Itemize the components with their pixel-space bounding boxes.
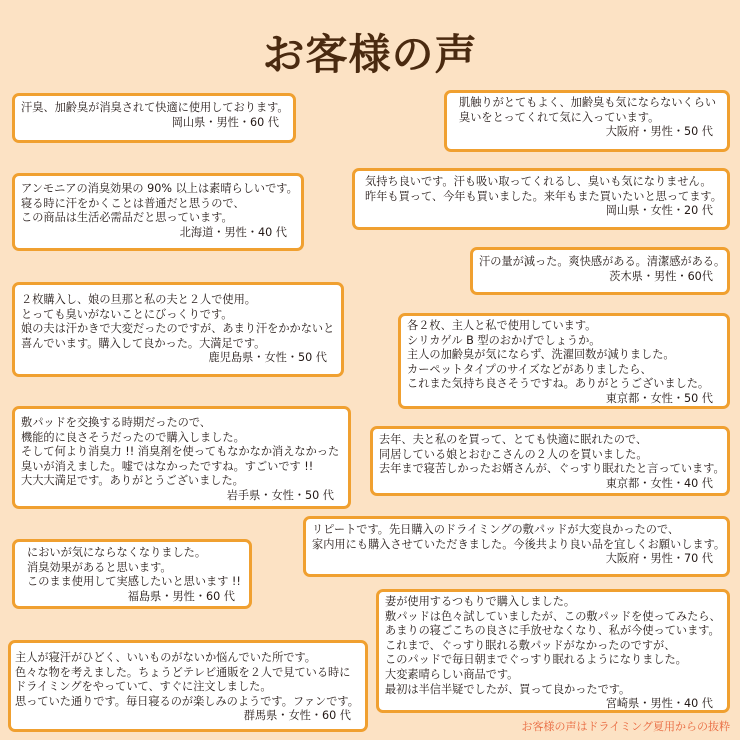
testimonial-text: 大変素晴らしい商品です。	[385, 667, 519, 681]
testimonial-text: 臭いをとってくれて気に入っています。	[459, 110, 660, 124]
testimonial-card	[398, 313, 730, 409]
testimonial-card	[370, 426, 730, 496]
page-title: お客様の声	[262, 30, 478, 79]
testimonial-text: この商品は生活必需品だと思っています。	[21, 211, 233, 225]
testimonial-signature: 福島県・男性・60 代	[127, 589, 235, 603]
testimonial-text: そして何より消臭力 !! 消臭剤を使ってもなかなか消えなかった	[21, 445, 340, 459]
testimonial-text: ２枚購入し、娘の旦那と私の夫と２人で使用。	[21, 293, 256, 306]
testimonial-text: あまりの寝ごこちの良さに手放せなくなり、私が今使っています。	[385, 624, 720, 638]
testimonial-card	[376, 589, 730, 713]
testimonial-text: 寝る時に汗をかくことは普通だと思うので、	[21, 196, 245, 210]
testimonial-signature: 北海道・男性・40 代	[179, 225, 287, 239]
testimonial-text: カーペットタイプのサイズなどがありましたら、	[407, 362, 652, 376]
testimonial-signature: 鹿児島県・女性・50 代	[208, 351, 327, 365]
testimonial-card	[12, 406, 351, 509]
testimonial-signature: 東京都・女性・50 代	[605, 391, 713, 405]
testimonial-text: とっても臭いがないことにびっくりです。	[21, 307, 233, 321]
testimonial-text: 最初は半信半疑でしたが、買って良かったです。	[385, 682, 631, 696]
testimonial-text: アンモニアの消臭効果の 90% 以上は素晴らしいです。	[21, 182, 298, 195]
testimonial-text: 敷パッドを交換する時期だったので、	[21, 416, 211, 429]
testimonial-card	[444, 90, 730, 152]
testimonial-text: 大大大満足です。ありがとうございました。	[21, 474, 244, 488]
testimonial-text: においが気にならなくなりました。	[27, 546, 207, 559]
testimonial-signature: 宮崎県・男性・40 代	[605, 697, 713, 711]
testimonial-signature: 群馬県・女性・60 代	[243, 709, 351, 723]
footnote: お客様の声はドライミング夏用からの抜粋	[521, 720, 730, 733]
testimonial-signature: 大阪府・男性・50 代	[605, 125, 713, 139]
testimonial-card	[303, 516, 730, 577]
testimonial-text: 去年まで寝苦しかったお婿さんが、ぐっすり眠れたと言っています。	[379, 462, 725, 476]
testimonial-card	[12, 93, 296, 143]
testimonial-text: 主人の加齢臭が気にならず、洗濯回数が減りました。	[407, 348, 675, 362]
testimonial-text: 気持ち良いです。汗も吸い取ってくれるし、臭いも気になりません。	[365, 175, 712, 188]
testimonial-text: リピートです。先日購入のドライミングの敷パッドが大変良かったので、	[312, 523, 680, 536]
testimonial-text: 敷パッドは色々試していましたが、この敷パッドを使ってみたら、	[385, 609, 721, 623]
testimonial-signature: 岩手県・女性・50 代	[226, 488, 334, 502]
testimonial-signature: 岡山県・女性・20 代	[605, 204, 713, 218]
testimonial-text: 妻が使用するつもりで購入しました。	[385, 595, 576, 608]
testimonial-text: 娘の夫は汗かきで大変だったのですが、あまり汗をかかないと	[21, 322, 335, 336]
testimonial-text: 去年、夫と私のを買って、とても快適に眠れたので、	[379, 433, 648, 446]
testimonial-text: これまた気持ち良さそうですね。ありがとうございました。	[407, 377, 710, 391]
testimonial-text: このパッドで毎日朝までぐっすり眠れるようになりました。	[385, 653, 687, 667]
testimonial-text: 昨年も買って、今年も買いました。来年もまた買いたいと思ってます。	[365, 189, 722, 203]
testimonial-signature: 大阪府・男性・70 代	[605, 552, 713, 566]
testimonial-card	[12, 282, 344, 377]
testimonial-text: 各２枚、主人と私で使用しています。	[407, 319, 597, 332]
testimonial-text: 思っていた通りです。毎日寝るのが楽しみのようです。ファンです。	[15, 694, 359, 708]
testimonial-text: 機能的に良さそうだったので購入しました。	[21, 430, 245, 444]
testimonial-text: ドライミングをやっていて、すぐに注文しました。	[15, 680, 272, 694]
testimonial-card	[470, 247, 730, 295]
testimonial-text: 汗臭、加齢臭が消臭されて快適に使用しております。	[21, 101, 289, 114]
testimonial-text: このまま使用して実感したいと思います !!	[27, 575, 241, 589]
testimonial-text: 喜んでいます。購入して良かった。大満足です。	[21, 336, 266, 350]
testimonial-text: 消臭効果があると思います。	[27, 560, 172, 574]
testimonial-card	[352, 168, 730, 230]
testimonial-text: 家内用にも購入させていただきました。今後共より良い品を宜しくお願いします。	[312, 537, 726, 551]
testimonial-card	[12, 539, 252, 609]
testimonial-text: 同居している娘とおむこさんの２人のを買いました。	[379, 447, 648, 461]
testimonial-signature: 東京都・女性・40 代	[605, 476, 713, 490]
testimonial-text: 臭いが消えました。嘘ではなかったですね。すごいです !!	[21, 459, 314, 473]
testimonial-card	[8, 640, 368, 732]
testimonial-text: 肌触りがとてもよく、加齢臭も気にならないくらい	[459, 96, 717, 109]
testimonial-text: これまで、ぐっすり眠れる敷パッドがなかったのですが、	[385, 638, 676, 652]
testimonial-card	[12, 173, 304, 251]
testimonial-signature: 茨木県・男性・60代	[609, 269, 713, 283]
testimonial-text: 主人が寝汗がひどく、いいものがないか悩んでいた所です。	[15, 651, 316, 664]
testimonial-text: シリカゲル B 型のおかげでしょうか。	[407, 333, 601, 347]
testimonial-text: 汗の量が減った。爽快感がある。清潔感がある。	[479, 255, 726, 268]
testimonial-signature: 岡山県・男性・60 代	[171, 115, 279, 129]
testimonial-text: 色々な物を考えました。ちょうどテレビ通販を２人で見ている時に	[15, 665, 351, 679]
